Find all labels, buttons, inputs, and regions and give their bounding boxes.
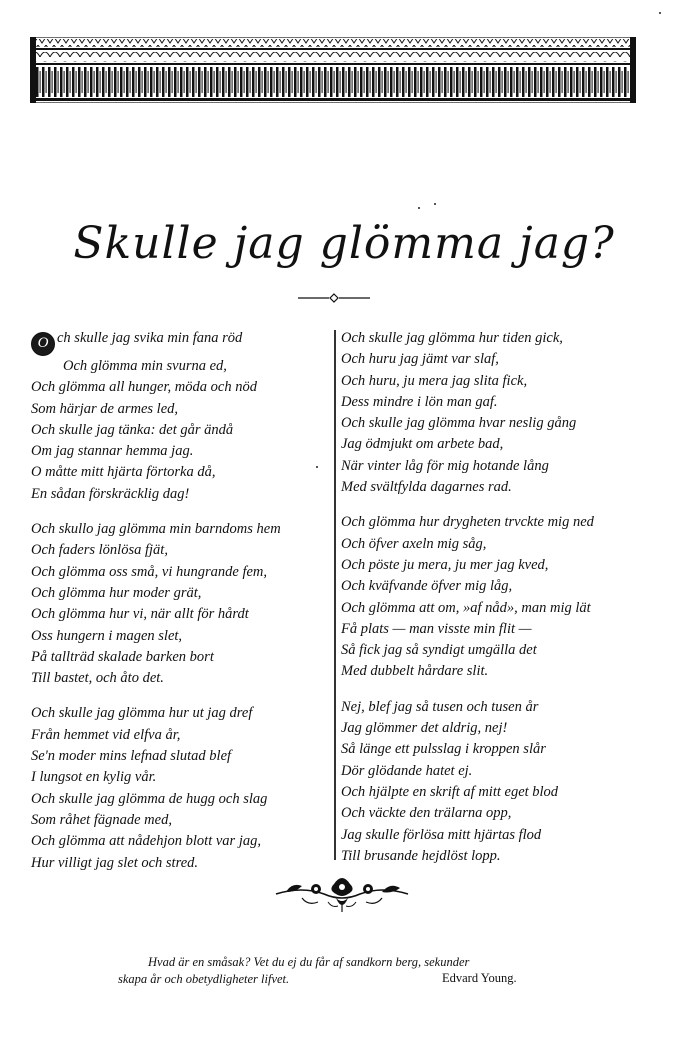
verse-line: Och hjälpte en skrift af mitt eget blod [341,783,559,800]
verse-line: Och glömma hur vi, när allt för hårdt [31,606,249,623]
verse-line: Få plats — man visste min flit — [341,620,532,637]
title-rule-ornament [298,292,370,304]
verse-line: Med svältfylda dagarnes rad. [341,479,512,496]
verse-line [31,328,331,356]
epigraph-quote [118,954,598,988]
verse-line: Och glömma oss små, vi hungrande fem, [31,563,268,580]
stanza [341,512,651,682]
verse-line: Och skulle jag tänka: det går ändå [31,421,234,438]
column-divider [334,330,336,860]
verse-line: Och glömma att nådehjon blott var jag, [31,833,261,850]
verse-line: Och skulle jag glömma hur ut jag dref [31,705,253,722]
verse-line: Till brusande hejdlöst lopp. [341,847,501,864]
floral-vignette-icon [272,872,412,914]
quote-line: Hvad är en småsak? Vet du ej du får af sandkorn berg, sekunder [148,955,470,969]
drop-cap: O [31,332,55,356]
verse-line: Och skullo jag glömma min barndoms hem [31,521,281,538]
verse-line: Och pöste ju mera, ju mer jag kved, [341,556,549,573]
print-speck [659,12,661,14]
print-speck [434,203,436,205]
verse-line: Jag skulle förlösa mitt hjärtas flod [341,826,542,843]
verse-line: Jag ödmjukt om arbete bad, [341,436,504,453]
verse-line: När vinter låg för mig hotande lång [341,457,549,474]
verse-line: Med dubbelt hårdare slit. [341,663,489,680]
verse-line: Och väckte den trälarna opp, [341,805,512,822]
verse-line: Så fick jag så syndigt umgälla det [341,642,537,659]
verse-line-text: ch skulle jag svika min fana röd [57,330,243,346]
verse-line: I lungsot en kylig vår. [31,769,157,786]
stanza [31,703,331,873]
verse-line: Som härjar de armes led, [31,400,179,417]
verse-line: Och skulle jag glömma hvar neslig gång [341,415,577,432]
verse-line: Så länge ett pulsslag i kroppen slår [341,741,546,758]
verse-line: Och kväfvande öfver mig låg, [341,578,513,595]
verse-line: Och glömma att om, »af nåd», man mig lät [341,599,591,616]
stanza [341,328,651,498]
verse-line: Se'n moder mins lefnad slutad blef [31,748,232,765]
stanza [31,328,331,505]
stanza [341,697,651,867]
print-speck [418,207,420,209]
ornamental-header-border [30,37,636,103]
verse-line: Till bastet, och åto det. [31,670,164,687]
verse-line: Och glömma all hunger, möda och nöd [31,379,257,396]
verse-line: Och skulle jag glömma de hugg och slag [31,790,268,807]
verse-line: Om jag stannar hemma jag. [31,443,194,460]
verse-line: Och öfver axeln mig såg, [341,535,487,552]
verse-line: Och huru, ju mera jag slita fick, [341,372,528,389]
poem-left-column [31,328,331,888]
quote-author: Edvard Young. [442,971,517,985]
verse-line: Dör glödande hatet ej. [341,762,473,779]
verse-line: En sådan förskräcklig dag! [31,485,190,502]
verse-line: Och faders lönlösa fjät, [31,542,168,559]
verse-line: Hur villigt jag slet och stred. [31,854,199,871]
verse-line: O måtte mitt hjärta förtorka då, [31,464,216,481]
verse-line: Och glömma hur drygheten trvckte mig ned [341,514,594,531]
verse-line: Och glömma min svurna ed, [63,358,227,374]
stanza [31,519,331,689]
poem-right-column [341,328,651,881]
verse-line: Och glömma hur moder grät, [31,584,202,601]
verse-line: Jag glömmer det aldrig, nej! [341,720,508,737]
poem-title: Skulle jag glömma jag? [73,218,615,269]
verse-line: Och huru jag jämt var slaf, [341,351,499,368]
verse-line: Oss hungern i magen slet, [31,627,183,644]
verse-line: Och skulle jag glömma hur tiden gick, [341,330,563,346]
quote-line: skapa år och obetydligheter lifvet. [118,972,290,986]
verse-line: Från hemmet vid elfva år, [31,726,181,743]
verse-line: Nej, blef jag så tusen och tusen år [341,698,539,715]
verse-line: Som råhet fägnade med, [31,811,172,828]
verse-line: Dess mindre i lön man gaf. [341,393,498,410]
verse-line: På tallträd skalade barken bort [31,648,214,665]
